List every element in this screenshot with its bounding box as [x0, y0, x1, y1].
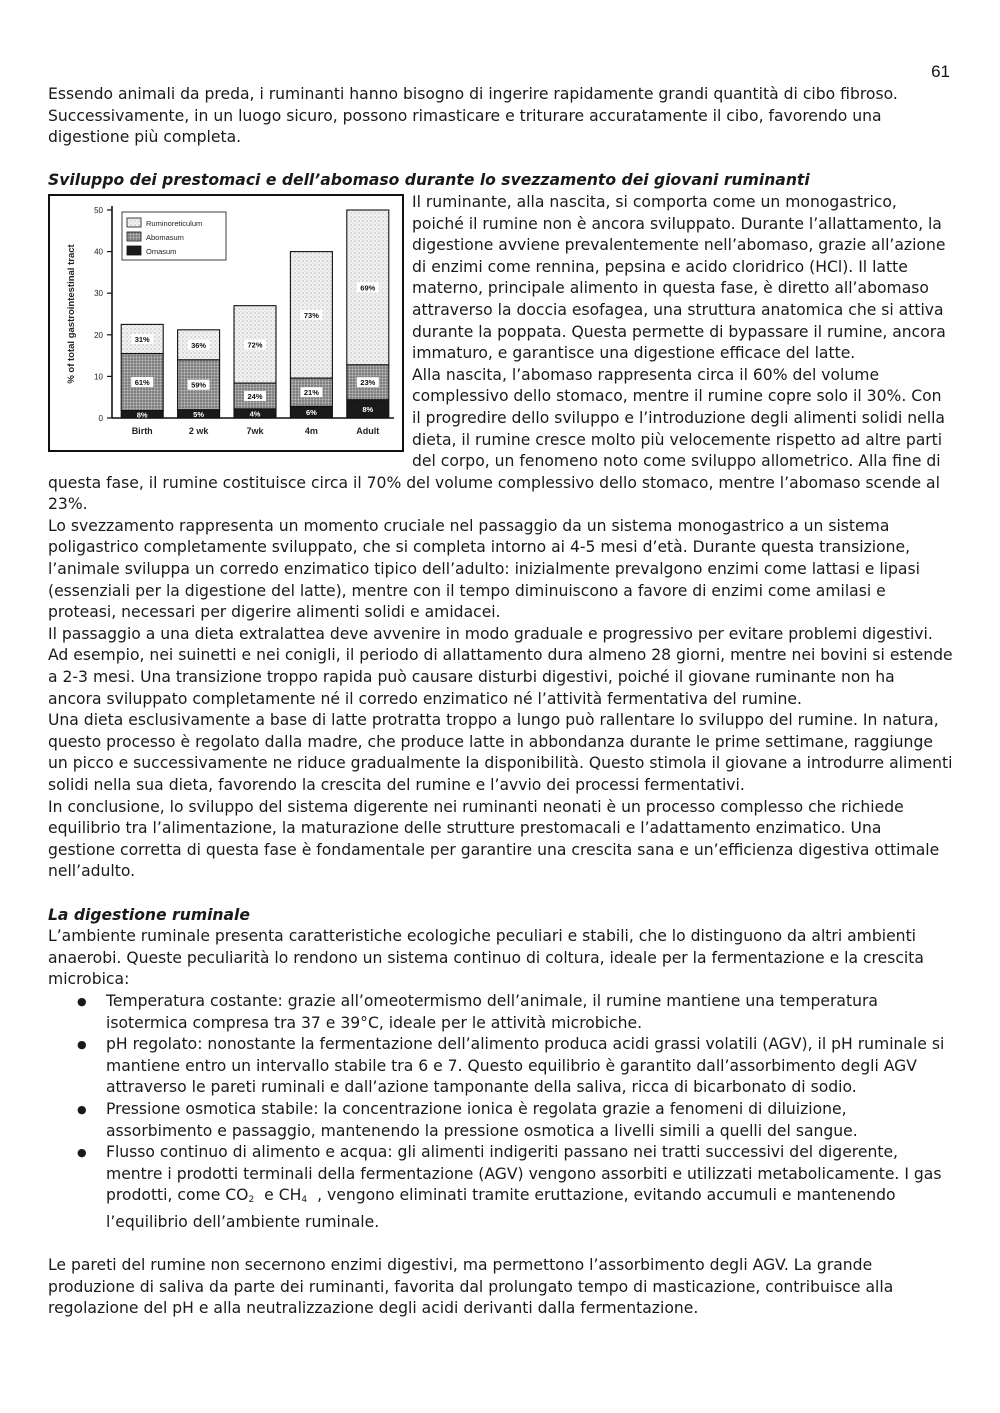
- page-content: [48, 84, 953, 1320]
- data-label: 8%: [136, 410, 148, 420]
- data-label: 24%: [247, 391, 263, 401]
- legend-label: Abomasum: [146, 232, 184, 242]
- legend-label: Ruminoreticulum: [146, 218, 203, 228]
- data-label: 31%: [134, 334, 150, 344]
- stomach-development-chart: [48, 194, 404, 452]
- y-tick-label: 10: [94, 372, 103, 382]
- list-item: ● Temperatura costante: grazie all’omeotermismo dell’animale, il rumine mantiene una temperatura isotermica compresa tra 37 e 39°C, ideale per le attività microbiche.: [106, 991, 953, 1034]
- legend-swatch: [127, 232, 141, 241]
- subscript: 2: [248, 1195, 255, 1206]
- y-tick-label: 20: [94, 330, 103, 340]
- paragraph: Lo svezzamento rappresenta un momento cruciale nel passaggio da un sistema monogastrico a un sistema poligastrico completamente sviluppato, che si completa intorno ai 4-5 mesi d’età. Durante questa transizione, l’animale sviluppa un corredo enzimatico tipico dell’adulto: inizialmente prevalgono enzimi come lattasi e lipasi (essenziali per la digestione del latte), mentre con il tempo diminuiscono a favore di enzimi come amilasi e proteasi, necessari per digerire alimenti solidi e amidacei.: [48, 516, 920, 622]
- data-label: 36%: [191, 340, 207, 350]
- x-tick-label: 4m: [304, 425, 318, 436]
- legend-swatch: [127, 218, 141, 227]
- x-tick-label: Birth: [131, 425, 153, 436]
- data-label: 61%: [134, 377, 150, 387]
- data-label: 6%: [305, 408, 317, 418]
- y-tick-label: 50: [94, 205, 103, 215]
- y-tick-label: 40: [94, 247, 103, 257]
- y-axis-label: % of total gastrointestinal tract: [66, 244, 77, 384]
- data-label: 8%: [362, 404, 374, 414]
- page-number: 61: [931, 62, 950, 81]
- paragraph: L’ambiente ruminale presenta caratteristiche ecologiche peculiari e stabili, che lo distinguono da altri ambienti anaerobi. Queste peculiarità lo rendono un sistema continuo di coltura, ideale per la fermentazione e la crescita microbica:: [48, 927, 924, 989]
- x-tick-label: 2 wk: [188, 425, 209, 436]
- section-heading-ruminal-digestion: La digestione ruminale: [48, 905, 250, 924]
- y-tick-label: 30: [94, 289, 103, 299]
- data-label: 4%: [249, 409, 261, 419]
- list-item-text: Flusso continuo di alimento e acqua: gli alimenti indigeriti passano nei tratti successivi del digerente, mentre i prodotti terminali della fermentazione (AGV) vengono assorbiti e utilizzati metabolicamente. I gas prodotti, come CO: [106, 1143, 942, 1205]
- legend-swatch: [127, 246, 141, 255]
- x-tick-label: 7wk: [246, 425, 264, 436]
- chart-svg: [50, 196, 402, 450]
- list-item: ● Pressione osmotica stabile: la concentrazione ionica è regolata grazie a fenomeni di diluizione, assorbimento e passaggio, mantenendo la pressione osmotica a livelli simili a quelli del sangue.: [106, 1099, 953, 1142]
- paragraph: Il ruminante, alla nascita, si comporta come un monogastrico, poiché il rumine non è ancora sviluppato. Durante l’allattamento, la digestione avviene prevalentemente nell’abomaso, grazie all’azione di enzimi come rennina, pepsina e acido cloridrico (HCl). Il latte materno, principale alimento in questa fase, è diretto all’abomaso attraverso la doccia esofagea, una struttura anatomica che si attiva durante la poppata. Questa permette di bypassare il rumine, ancora immaturo, e garantisce una digestione efficace del latte.: [412, 192, 946, 363]
- data-label: 72%: [247, 340, 263, 350]
- data-label: 69%: [360, 283, 376, 293]
- list-item: ● pH regolato: nonostante la fermentazione dell’alimento produca acidi grassi volatili (AGV), il pH ruminale si mantiene entro un intervallo stabile tra 6 e 7. Questo equilibrio è garantito dall’assorbimento degli AGV attraverso le pareti ruminali e dall’azione tamponante della saliva, ricca di bicarbonato di sodio.: [106, 1034, 953, 1099]
- paragraph: In conclusione, lo sviluppo del sistema digerente nei ruminanti neonati è un processo complesso che richiede equilibrio tra l’alimentazione, la maturazione delle strutture prestomacali e l’adattamento enzimatico. Una gestione corretta di questa fase è fondamentale per garantire una crescita sana e un’efficienza digestiva ottimale nell’adulto.: [48, 797, 940, 881]
- data-label: 73%: [303, 310, 319, 320]
- data-label: 21%: [303, 388, 319, 398]
- list-item: [106, 1142, 953, 1233]
- data-label: 5%: [193, 409, 205, 419]
- y-tick-label: 0: [98, 413, 103, 423]
- subscript: 4: [301, 1195, 308, 1206]
- rumen-characteristics-list: [48, 991, 953, 1234]
- data-label: 59%: [191, 380, 207, 390]
- list-item-text: e CH: [264, 1186, 302, 1205]
- paragraph: Alla nascita, l’abomaso rappresenta circa il 60% del volume complessivo dello stomaco, mentre il rumine copre solo il 30%. Con il progredire dello sviluppo e l’introduzione degli alimenti solidi nella dieta, il rumine cresce molto più velocemente rispetto ad altre parti del corpo, un fenomeno noto come sviluppo allometrico. Alla fine di questa fase, il rumine costituisce circa il 70% del volume complessivo dello stomaco, mentre l’abomaso scende al 23%.: [48, 365, 945, 514]
- closing-paragraph: Le pareti del rumine non secernono enzimi digestivi, ma permettono l’assorbimento degli AGV. La grande produzione di saliva da parte dei ruminanti, favorita dal prolungato tempo di masticazione, contribuisce alla regolazione del pH e alla neutralizzazione degli acidi derivanti dalla fermentazione.: [48, 1256, 894, 1318]
- data-label: 23%: [360, 378, 376, 388]
- section-heading-weaning: Sviluppo dei prestomaci e dell’abomaso durante lo svezzamento dei giovani ruminanti: [48, 171, 810, 190]
- legend-label: Omasum: [146, 246, 177, 256]
- list-item-text: , vengono eliminati tramite eruttazione, evitando accumuli e mantenendo l’equilibrio dell’ambiente ruminale.: [106, 1186, 896, 1231]
- intro-paragraph: Essendo animali da preda, i ruminanti hanno bisogno di ingerire rapidamente grandi quantità di cibo fibroso. Successivamente, in un luogo sicuro, possono rimasticare e triturare accuratamente il cibo, favorendo una digestione più completa.: [48, 85, 898, 147]
- paragraph: Una dieta esclusivamente a base di latte protratta troppo a lungo può rallentare lo sviluppo del rumine. In natura, questo processo è regolato dalla madre, che produce latte in abbondanza durante le prime settimane, raggiunge un picco e successivamente ne riduce gradualmente la disponibilità. Questo stimola il giovane a introdurre alimenti solidi nella sua dieta, favorendo la crescita del rumine e l’avvio dei processi fermentativi.: [48, 711, 953, 794]
- paragraph: Il passaggio a una dieta extralattea deve avvenire in modo graduale e progressivo per evitare problemi digestivi. Ad esempio, nei suinetti e nei conigli, il periodo di allattamento dura almeno 28 giorni, mentre nei bovini si estende a 2-3 mesi. Una transizione troppo rapida può causare disturbi digestivi, poiché il giovane ruminante non ha ancora sviluppato completamente né il corredo enzimatico né l’attività fermentativa del rumine.: [48, 624, 953, 708]
- x-tick-label: Adult: [356, 425, 380, 436]
